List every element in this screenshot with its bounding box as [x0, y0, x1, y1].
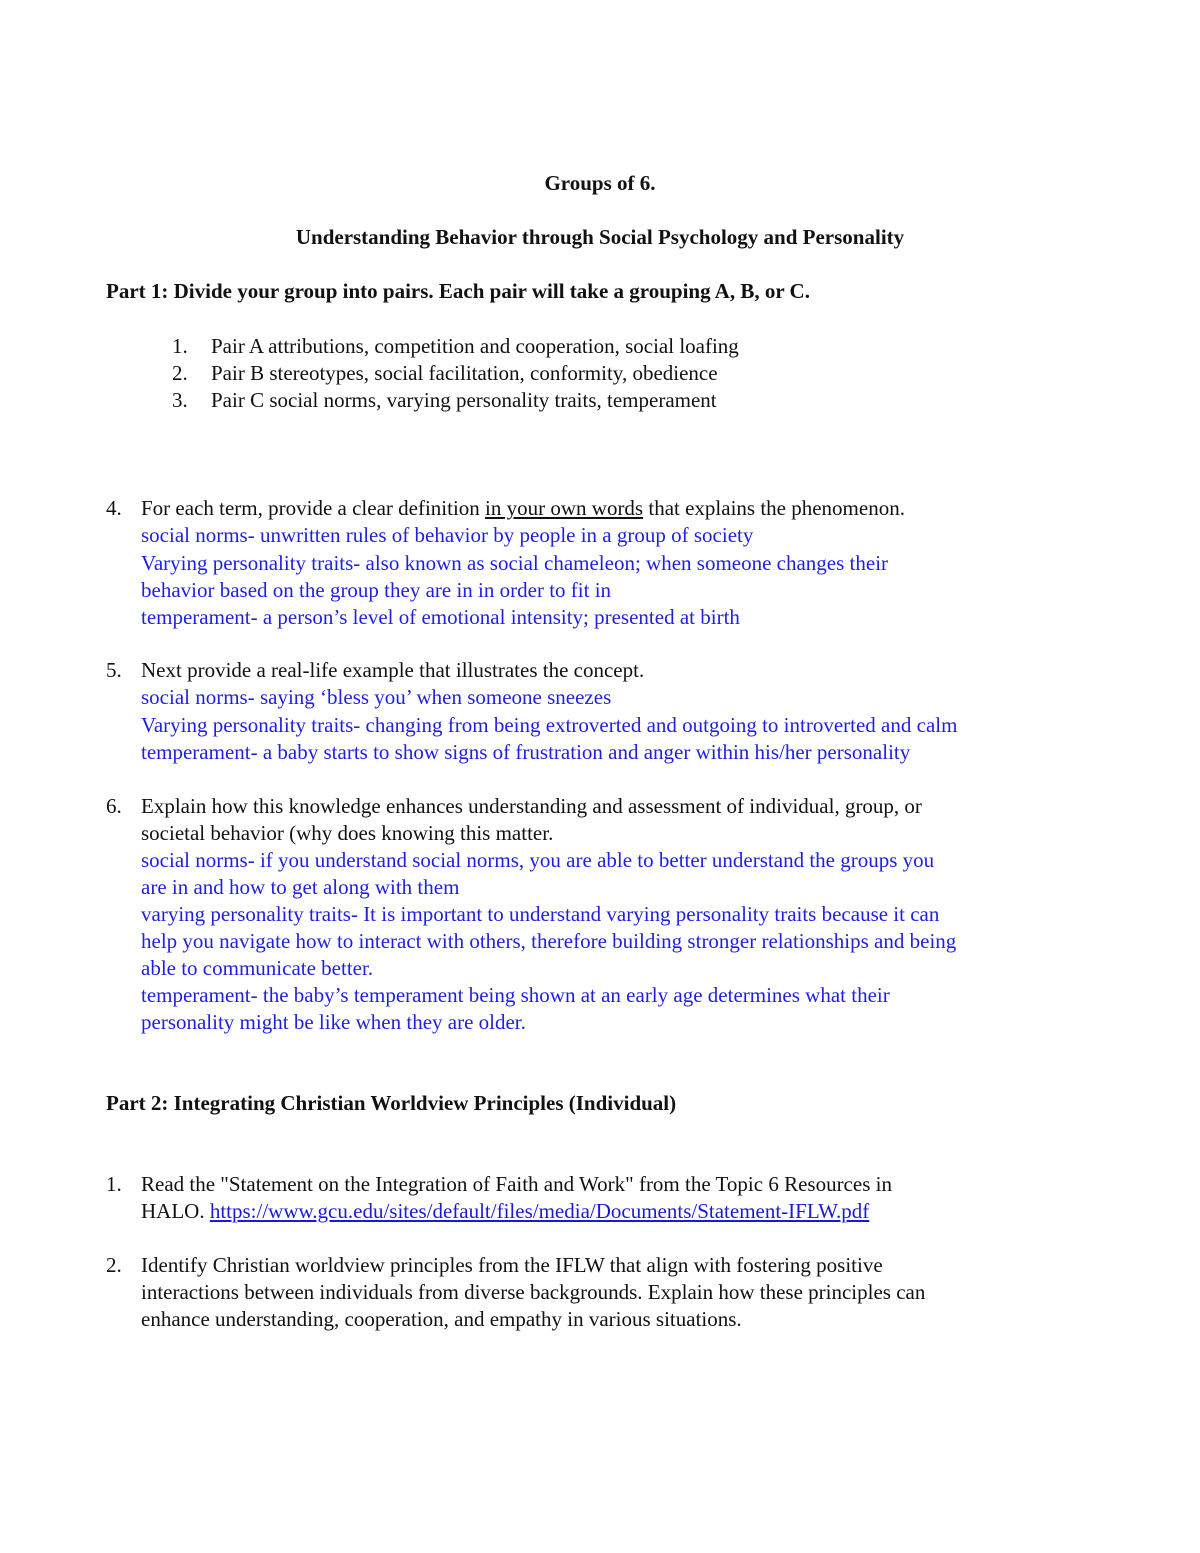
part2-heading: Part 2: Integrating Christian Worldview Principles (Individual)	[106, 1091, 677, 1115]
answer-line: Varying personality traits- changing from being extroverted and outgoing to introverted and calm	[141, 713, 958, 737]
question-4-prefix: For each term, provide a clear definition	[141, 496, 486, 520]
answer-line: temperament- the baby’s temperament being shown at an early age determines what their	[141, 983, 890, 1007]
halo-label: HALO.	[141, 1199, 210, 1223]
part2-item-1-line	[141, 1198, 869, 1225]
list-number: 2.	[172, 361, 188, 385]
answer-line: temperament- a baby starts to show signs of frustration and anger within his/her personality	[141, 740, 911, 764]
part2-item-2-line: enhance understanding, cooperation, and empathy in various situations.	[141, 1307, 742, 1331]
list-number: 1.	[172, 334, 188, 358]
part1-heading: Part 1: Divide your group into pairs. Each pair will take a grouping A, B, or C.	[106, 279, 810, 303]
list-number: 4.	[106, 496, 122, 520]
groups-heading: Groups of 6.	[544, 171, 656, 195]
pair-c-item: Pair C social norms, varying personality traits, temperament	[211, 388, 717, 412]
question-6-line: Explain how this knowledge enhances understanding and assessment of individual, group, or	[141, 794, 922, 818]
question-6-line: societal behavior (why does knowing this matter.	[141, 821, 554, 845]
answer-line: temperament- a person’s level of emotional intensity; presented at birth	[141, 605, 740, 629]
part2-item-1-line: Read the "Statement on the Integration of Faith and Work" from the Topic 6 Resources in	[141, 1172, 892, 1196]
answer-line: able to communicate better.	[141, 956, 374, 980]
answer-line: behavior based on the group they are in in order to fit in	[141, 578, 612, 602]
question-4	[141, 495, 905, 522]
question-4-emphasis: in your own words	[485, 496, 644, 520]
list-number: 2.	[106, 1253, 122, 1277]
answer-line: personality might be like when they are older.	[141, 1010, 526, 1034]
answer-line: are in and how to get along with them	[141, 875, 460, 899]
pair-b-item: Pair B stereotypes, social facilitation, conformity, obedience	[211, 361, 718, 385]
pair-a-item: Pair A attributions, competition and cooperation, social loafing	[211, 334, 739, 358]
answer-line: help you navigate how to interact with others, therefore building stronger relationships and being	[141, 929, 957, 953]
list-number: 5.	[106, 658, 122, 682]
part2-item-2-line: Identify Christian worldview principles from the IFLW that align with fostering positive	[141, 1253, 883, 1277]
answer-line: social norms- if you understand social norms, you are able to better understand the groups you	[141, 848, 935, 872]
answer-line: Varying personality traits- also known as social chameleon; when someone changes their	[141, 551, 889, 575]
list-number: 1.	[106, 1172, 122, 1196]
list-number: 6.	[106, 794, 122, 818]
answer-line: social norms- unwritten rules of behavior by people in a group of society	[141, 523, 754, 547]
question-5: Next provide a real-life example that illustrates the concept.	[141, 658, 645, 682]
question-4-suffix: that explains the phenomenon.	[643, 496, 905, 520]
iflw-statement-link[interactable]: https://www.gcu.edu/sites/default/files/media/Documents/Statement-IFLW.pdf	[209, 1199, 870, 1223]
part2-item-2-line: interactions between individuals from diverse backgrounds. Explain how these principles can	[141, 1280, 926, 1304]
document-title: Understanding Behavior through Social Psychology and Personality	[295, 225, 905, 249]
answer-line: social norms- saying ‘bless you’ when someone sneezes	[141, 685, 612, 709]
list-number: 3.	[172, 388, 188, 412]
answer-line: varying personality traits- It is important to understand varying personality traits because it can	[141, 902, 940, 926]
